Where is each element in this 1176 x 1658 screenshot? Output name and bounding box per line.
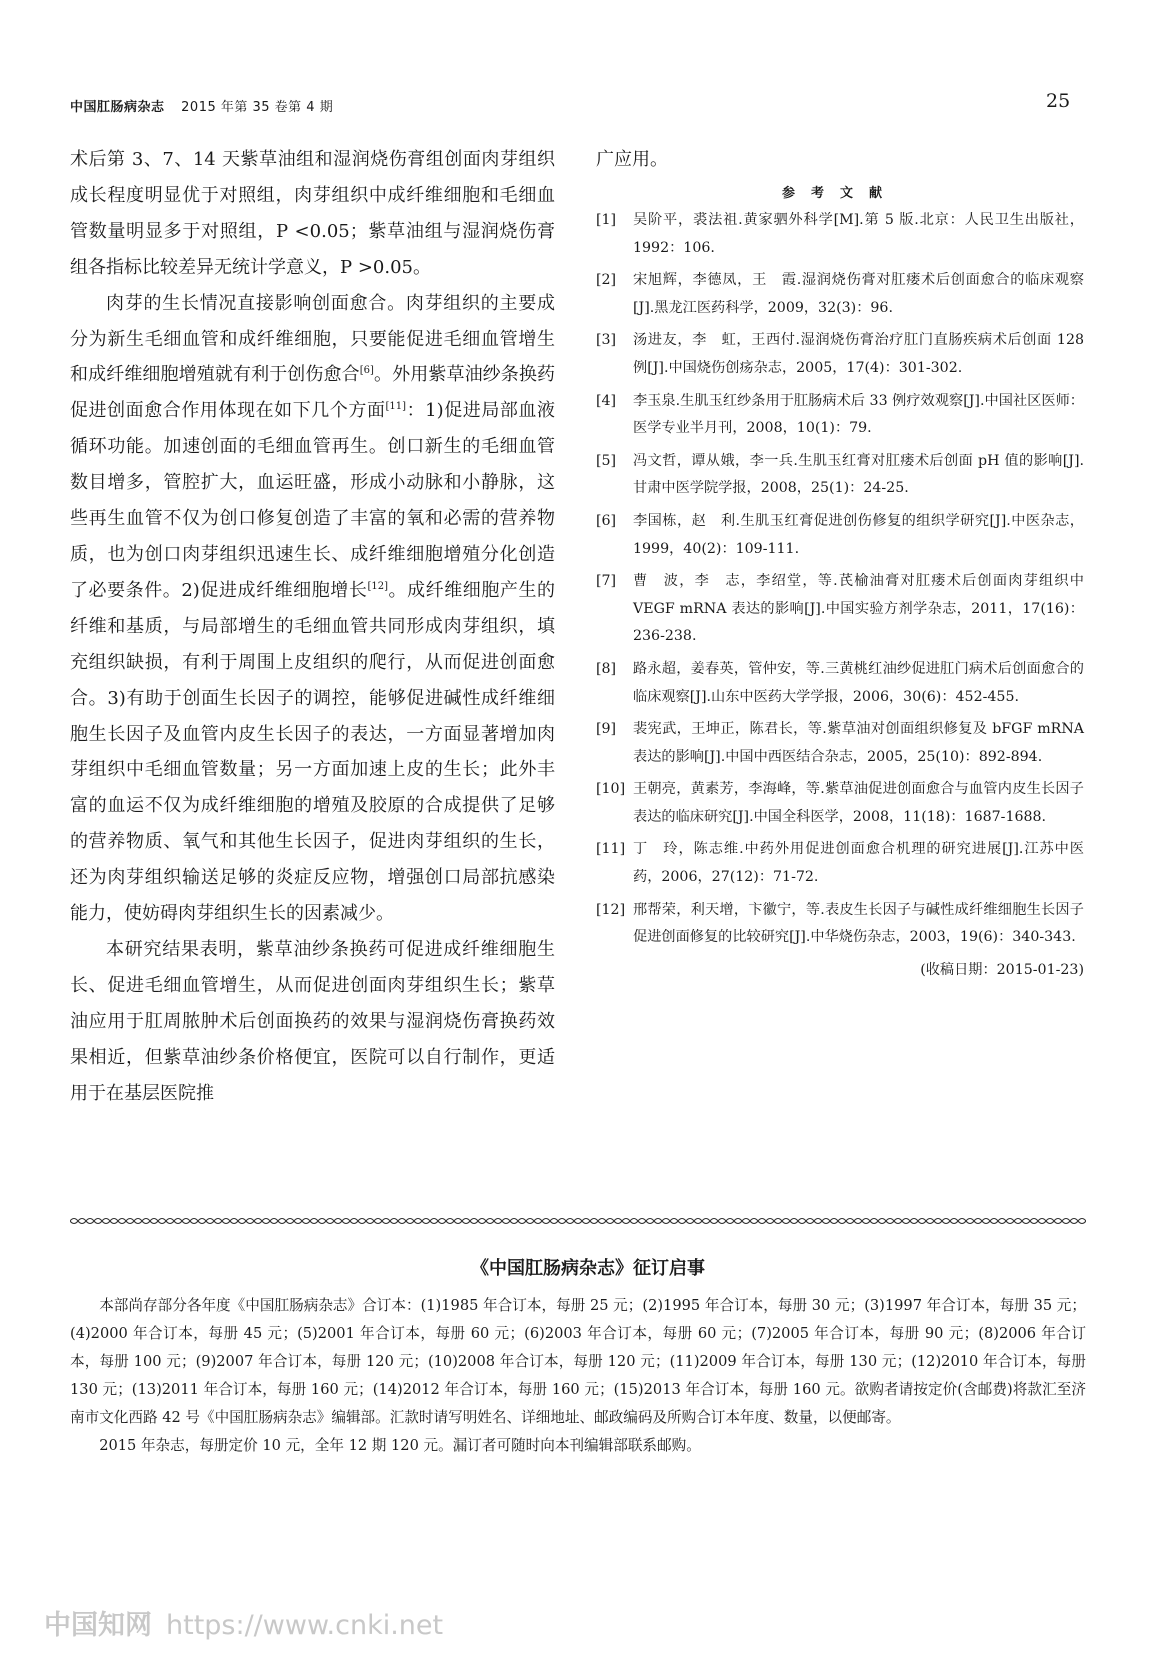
wavy-divider	[70, 1215, 1086, 1227]
reference-number: [3]	[596, 332, 617, 349]
page-number: 25	[1046, 90, 1071, 112]
reference-number: [11]	[596, 841, 626, 858]
reference-number: [5]	[596, 452, 617, 469]
journal-name: 中国肛肠病杂志	[70, 100, 165, 115]
reference-text: 李国栋，赵 利.生肌玉红膏促进创伤修复的组织学研究[J].中医杂志，1999，40(2)：109-111.	[633, 512, 1084, 557]
reference-item	[596, 836, 1084, 891]
reference-list	[596, 207, 1084, 952]
reference-item	[596, 776, 1084, 831]
reference-item	[596, 207, 1084, 262]
reference-item	[596, 656, 1084, 711]
reference-text: 裴宪武，王坤正，陈君长，等.紫草油对创面组织修复及 bFGF mRNA 表达的影响[J].中国中西医结合杂志，2005，25(10)：892-894.	[633, 721, 1084, 765]
paragraph-discussion	[70, 286, 555, 932]
citation-marker[interactable]: [6]	[359, 365, 374, 377]
reference-text: 李玉泉.生肌玉红纱条用于肛肠病术后 33 例疗效观察[J].中国社区医师：医学专业半月刊，2008，10(1)：79.	[633, 392, 1084, 437]
reference-text: 宋旭辉，李德凤，王 霞.湿润烧伤膏对肛瘘术后创面愈合的临床观察[J].黑龙江医药科学，2009，32(3)：96.	[633, 272, 1084, 316]
text-segment: 。成纤维细胞产生的纤维和基质，与局部增生的毛细血管共同形成肉芽组织，填充组织缺损，有利于周围上皮组织的爬行，从而促进创面愈合。3)有助于创面生长因子的调控，能够促进碱性成纤维细胞生长因子及血管内皮生长因子的表达，一方面显著增加肉芽组织中毛细血管数量；另一方面加速上皮的生长；此外丰富的血运不仅为成纤维细胞的增殖及胶原的合成提供了足够的营养物质、氧气和其他生长因子，促进肉芽组织的生长，还为肉芽组织输送足够的炎症反应物，增强创口局部抗感染能力，使妨碍肉芽组织生长的因素减少。	[70, 579, 556, 925]
reference-number: [6]	[596, 512, 617, 529]
running-head	[70, 96, 333, 115]
reference-text: 曹 波，李 志，李绍堂，等.芪榆油膏对肛瘘术后创面肉芽组织中 VEGF mRNA 表达的影响[J].中国实验方剂学杂志，2011，17(16)：236-238.	[633, 573, 1084, 645]
reference-number: [8]	[596, 660, 617, 677]
received-date: (收稿日期：2015-01-23)	[920, 961, 1084, 978]
left-column	[70, 142, 555, 1111]
reference-text: 王朝亮，黄素芳，李海峰，等.紫草油促进创面愈合与血管内皮生长因子表达的临床研究[J].中国全科医学，2008，11(18)：1687-1688.	[633, 781, 1084, 825]
reference-item	[596, 568, 1084, 651]
cnki-url[interactable]: https://www.cnki.net	[166, 1610, 444, 1641]
subscription-notice	[70, 1292, 1086, 1460]
text-segment: 。外用紫草油纱条换药促进创面愈合作用体现在如下几个方面	[70, 364, 556, 422]
reference-number: [7]	[596, 573, 617, 590]
citation-marker[interactable]: [12]	[367, 580, 388, 592]
reference-text: 邢帮荣，利天增，卞徽宁，等.表皮生长因子与碱性成纤维细胞生长因子促进创面修复的比较研究[J].中华烧伤杂志，2003，19(6)：340-343.	[633, 901, 1084, 946]
reference-text: 路永超，姜春英，管仲安，等.三黄桃红油纱促进肛门病术后创面愈合的临床观察[J].山东中医药大学学报，2006，30(6)：452-455.	[633, 660, 1084, 705]
reference-number: [1]	[596, 212, 617, 228]
paragraph-results: 术后第 3、7、14 天紫草油组和湿润烧伤膏组创面肉芽组织成长程度明显优于对照组，肉芽组织中成纤维细胞和毛细血管数量明显多于对照组，P <0.05；紫草油组与湿润烧伤膏组各指标比较差异无统计学意义，P >0.05。	[70, 149, 555, 278]
reference-item	[596, 508, 1084, 563]
reference-number: [10]	[596, 781, 626, 798]
reference-item	[596, 388, 1084, 443]
reference-text: 汤进友，李 虹，王西付.湿润烧伤膏治疗肛门直肠疾病术后创面 128 例[J].中国烧伤创疡杂志，2005，17(4)：301-302.	[633, 332, 1084, 376]
reference-text: 吴阶平，裘法祖.黄家驷外科学[M].第 5 版.北京：人民卫生出版社，1992：106.	[633, 212, 1084, 256]
notice-paragraph: 2015 年杂志，每册定价 10 元，全年 12 期 120 元。漏订者可随时向本刊编辑部联系邮购。	[99, 1437, 701, 1454]
reference-number: [2]	[596, 272, 617, 289]
notice-paragraph: 本部尚存部分各年度《中国肛肠病杂志》合订本：(1)1985 年合订本，每册 25 元；(2)1995 年合订本，每册 30 元；(3)1997 年合订本，每册 35 元；(4)2000 年合订本，每册 45 元；(5)2001 年合订本，每册 60 元；(6)2003 年合订本，每册 60 元；(7)2005 年合订本，每册 90 元；(8)2006 年合订本，每册 100 元；(9)2007 年合订本，每册 120 元；(10)2008 年合订本，每册 120 元；(11)2009 年合订本，每册 130 元；(12)2010 年合订本，每册 130 元；(13)2011 年合订本，每册 160 元；(14)2012 年合订本，每册 160 元；(15)2013 年合订本，每册 160 元。欲购者请按定价(含邮费)将款汇至济南市文化西路 42 号《中国肛肠病杂志》编辑部。汇款时请写明姓名、详细地址、邮政编码及所购合订本年度、数量，以便邮寄。	[70, 1297, 1086, 1426]
reference-item	[596, 267, 1084, 322]
reference-item	[596, 327, 1084, 382]
text-segment: 肉芽的生长情况直接影响创面愈合。肉芽组织的主要成分为新生毛细血管和成纤维细胞，只要能促进毛细血管增生和成纤维细胞增殖就有利于创伤愈合	[70, 292, 555, 386]
right-column	[596, 142, 1084, 983]
cnki-logo: 中国知网	[44, 1610, 152, 1641]
reference-number: [12]	[596, 901, 626, 918]
reference-number: [4]	[596, 392, 617, 409]
cnki-watermark	[44, 1603, 443, 1642]
notice-title: 《中国肛肠病杂志》征订启事	[471, 1258, 705, 1279]
reference-item	[596, 716, 1084, 771]
reference-item	[596, 448, 1084, 503]
reference-number: [9]	[596, 721, 617, 738]
paragraph-continuation: 广应用。	[596, 149, 668, 170]
reference-item	[596, 897, 1084, 952]
reference-text: 丁 玲，陈志维.中药外用促进创面愈合机理的研究进展[J].江苏中医药，2006，27(12)：71-72.	[633, 841, 1084, 886]
paragraph-conclusion: 本研究结果表明，紫草油纱条换药可促进成纤维细胞生长、促进毛细血管增生，从而促进创面肉芽组织生长；紫草油应用于肛周脓肿术后创面换药的效果与湿润烧伤膏换药效果相近，但紫草油纱条价格便宜，医院可以自行制作，更适用于在基层医院推	[70, 938, 555, 1104]
citation-marker[interactable]: [11]	[385, 401, 407, 413]
text-segment: ：1)促进局部血液循环功能。加速创面的毛细血管再生。创口新生的毛细血管数目增多，管腔扩大，血运旺盛，形成小动脉和小静脉，这些再生血管不仅为创口修复创造了丰富的氧和必需的营养物质，也为创口肉芽组织迅速生长、成纤维细胞增殖分化创造了必要条件。2)促进成纤维细胞增长	[70, 400, 555, 601]
issue-info: 2015 年第 35 卷第 4 期	[181, 100, 334, 115]
reference-text: 冯文哲，谭从娥，李一兵.生肌玉红膏对肛瘘术后创面 pH 值的影响[J].甘肃中医学院学报，2008，25(1)：24-25.	[633, 452, 1084, 497]
references-heading: 参考文献	[781, 186, 898, 201]
